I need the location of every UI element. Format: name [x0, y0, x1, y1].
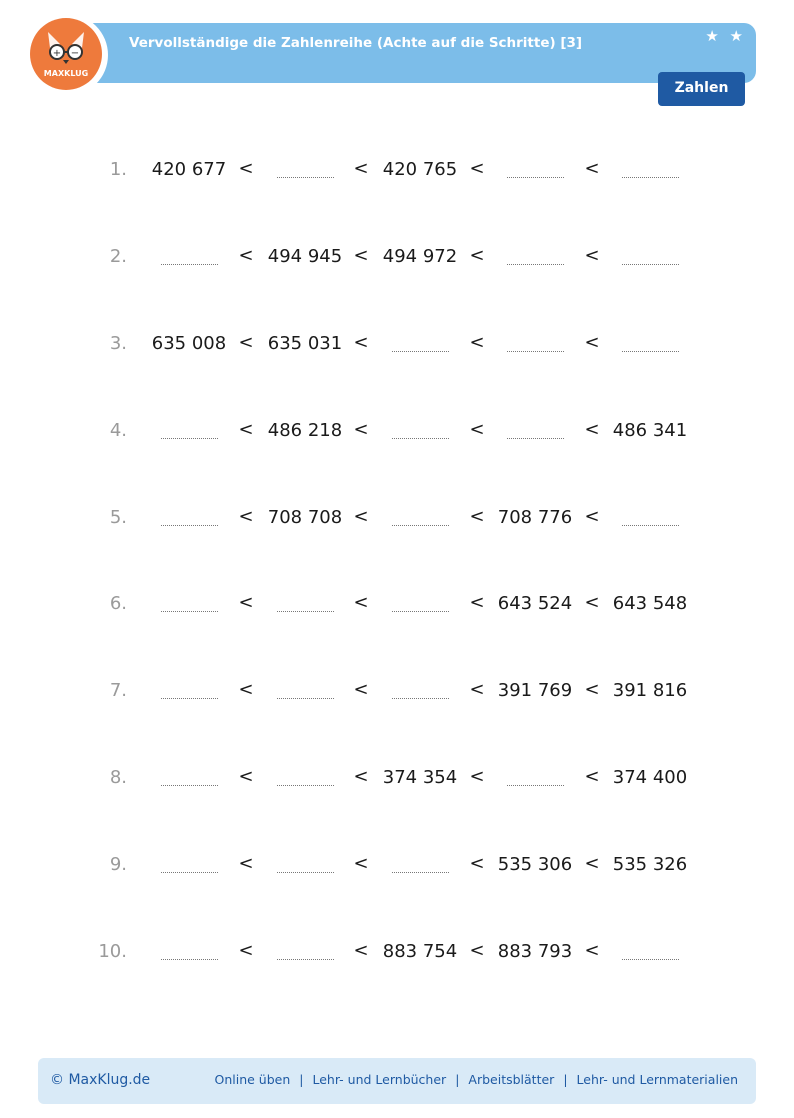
- given-number: 486 218: [267, 420, 343, 441]
- answer-blank[interactable]: [277, 698, 334, 699]
- exercise-row: [0, 505, 794, 535]
- footer-link-online-ueben[interactable]: Online üben: [214, 1072, 291, 1087]
- answer-blank[interactable]: [622, 959, 679, 960]
- svg-text:−: −: [70, 48, 80, 59]
- header-bar: [88, 23, 756, 83]
- answer-blank[interactable]: [507, 264, 564, 265]
- given-number: 643 524: [497, 593, 573, 614]
- worksheet-title: Vervollständige die Zahlenreihe (Achte auf die Schritte) [3]: [129, 35, 583, 51]
- answer-blank[interactable]: [622, 351, 679, 352]
- less-than-sign: <: [238, 592, 254, 613]
- given-number: 494 972: [382, 246, 458, 267]
- difficulty-stars: ★ ★: [705, 27, 746, 45]
- less-than-sign: <: [353, 940, 369, 961]
- less-than-sign: <: [238, 419, 254, 440]
- answer-blank[interactable]: [277, 872, 334, 873]
- given-number: 535 326: [612, 854, 688, 875]
- answer-blank[interactable]: [392, 525, 449, 526]
- given-number: 391 816: [612, 680, 688, 701]
- less-than-sign: <: [353, 245, 369, 266]
- less-than-sign: <: [353, 506, 369, 527]
- less-than-sign: <: [353, 419, 369, 440]
- less-than-sign: <: [584, 419, 600, 440]
- less-than-sign: <: [469, 766, 485, 787]
- answer-blank[interactable]: [507, 785, 564, 786]
- exercise-number: 2.: [109, 246, 127, 267]
- answer-blank[interactable]: [161, 698, 218, 699]
- less-than-sign: <: [584, 245, 600, 266]
- answer-blank[interactable]: [622, 177, 679, 178]
- answer-blank[interactable]: [622, 525, 679, 526]
- given-number: 635 031: [267, 333, 343, 354]
- less-than-sign: <: [584, 592, 600, 613]
- given-number: 635 008: [151, 333, 227, 354]
- answer-blank[interactable]: [161, 525, 218, 526]
- less-than-sign: <: [469, 158, 485, 179]
- answer-blank[interactable]: [277, 611, 334, 612]
- exercise-number: 10.: [98, 941, 127, 962]
- given-number: 883 793: [497, 941, 573, 962]
- exercise-row: [0, 157, 794, 187]
- less-than-sign: <: [469, 940, 485, 961]
- answer-blank[interactable]: [392, 698, 449, 699]
- less-than-sign: <: [584, 332, 600, 353]
- exercise-row: [0, 418, 794, 448]
- given-number: 708 776: [497, 507, 573, 528]
- less-than-sign: <: [353, 332, 369, 353]
- footer-link-arbeitsblaetter[interactable]: Arbeitsblätter: [468, 1072, 555, 1087]
- less-than-sign: <: [584, 679, 600, 700]
- less-than-sign: <: [353, 679, 369, 700]
- footer-link-lernmaterialien[interactable]: Lehr- und Lernmaterialien: [576, 1072, 738, 1087]
- less-than-sign: <: [584, 506, 600, 527]
- topic-badge[interactable]: Zahlen: [658, 72, 745, 106]
- less-than-sign: <: [238, 766, 254, 787]
- given-number: 883 754: [382, 941, 458, 962]
- answer-blank[interactable]: [161, 872, 218, 873]
- less-than-sign: <: [584, 158, 600, 179]
- copyright-link[interactable]: © MaxKlug.de: [50, 1072, 151, 1088]
- answer-blank[interactable]: [392, 351, 449, 352]
- less-than-sign: <: [238, 940, 254, 961]
- given-number: 420 677: [151, 159, 227, 180]
- less-than-sign: <: [469, 592, 485, 613]
- exercise-row: [0, 678, 794, 708]
- less-than-sign: <: [469, 245, 485, 266]
- less-than-sign: <: [584, 853, 600, 874]
- footer-separator: |: [299, 1072, 304, 1087]
- exercise-number: 5.: [109, 507, 127, 528]
- less-than-sign: <: [469, 679, 485, 700]
- exercise-number: 6.: [109, 593, 127, 614]
- less-than-sign: <: [238, 679, 254, 700]
- less-than-sign: <: [353, 592, 369, 613]
- footer-separator: |: [455, 1072, 460, 1087]
- given-number: 374 400: [612, 767, 688, 788]
- exercise-row: [0, 939, 794, 969]
- answer-blank[interactable]: [622, 264, 679, 265]
- less-than-sign: <: [584, 766, 600, 787]
- exercise-row: [0, 765, 794, 795]
- exercise-number: 7.: [109, 680, 127, 701]
- answer-blank[interactable]: [277, 785, 334, 786]
- answer-blank[interactable]: [507, 351, 564, 352]
- less-than-sign: <: [238, 158, 254, 179]
- answer-blank[interactable]: [392, 438, 449, 439]
- answer-blank[interactable]: [392, 872, 449, 873]
- less-than-sign: <: [353, 766, 369, 787]
- logo-text: MAXKLUG: [43, 69, 89, 78]
- given-number: 374 354: [382, 767, 458, 788]
- less-than-sign: <: [353, 853, 369, 874]
- answer-blank[interactable]: [507, 177, 564, 178]
- footer-separator: |: [563, 1072, 568, 1087]
- less-than-sign: <: [238, 245, 254, 266]
- exercise-number: 9.: [109, 854, 127, 875]
- svg-text:+: +: [52, 48, 62, 59]
- footer-link-lehrbuecher[interactable]: Lehr- und Lernbücher: [312, 1072, 447, 1087]
- less-than-sign: <: [238, 506, 254, 527]
- less-than-sign: <: [238, 853, 254, 874]
- answer-blank[interactable]: [161, 959, 218, 960]
- exercise-row: [0, 852, 794, 882]
- exercise-number: 4.: [109, 420, 127, 441]
- answer-blank[interactable]: [161, 611, 218, 612]
- given-number: 708 708: [267, 507, 343, 528]
- answer-blank[interactable]: [277, 959, 334, 960]
- given-number: 535 306: [497, 854, 573, 875]
- less-than-sign: <: [469, 853, 485, 874]
- less-than-sign: <: [469, 332, 485, 353]
- answer-blank[interactable]: [392, 611, 449, 612]
- given-number: 494 945: [267, 246, 343, 267]
- exercise-number: 8.: [109, 767, 127, 788]
- less-than-sign: <: [469, 506, 485, 527]
- less-than-sign: <: [353, 158, 369, 179]
- exercise-row: [0, 331, 794, 361]
- answer-blank[interactable]: [161, 785, 218, 786]
- less-than-sign: <: [584, 940, 600, 961]
- fox-face-icon: [30, 18, 102, 90]
- given-number: 420 765: [382, 159, 458, 180]
- answer-blank[interactable]: [161, 264, 218, 265]
- exercise-number: 1.: [109, 159, 127, 180]
- given-number: 486 341: [612, 420, 688, 441]
- answer-blank[interactable]: [161, 438, 218, 439]
- footer-links: [215, 1072, 739, 1087]
- exercise-row: [0, 244, 794, 274]
- less-than-sign: <: [238, 332, 254, 353]
- less-than-sign: <: [469, 419, 485, 440]
- exercise-row: [0, 591, 794, 621]
- given-number: 391 769: [497, 680, 573, 701]
- exercise-number: 3.: [109, 333, 127, 354]
- answer-blank[interactable]: [507, 438, 564, 439]
- maxklug-logo[interactable]: [30, 18, 102, 90]
- answer-blank[interactable]: [277, 177, 334, 178]
- footer: [38, 1058, 756, 1104]
- given-number: 643 548: [612, 593, 688, 614]
